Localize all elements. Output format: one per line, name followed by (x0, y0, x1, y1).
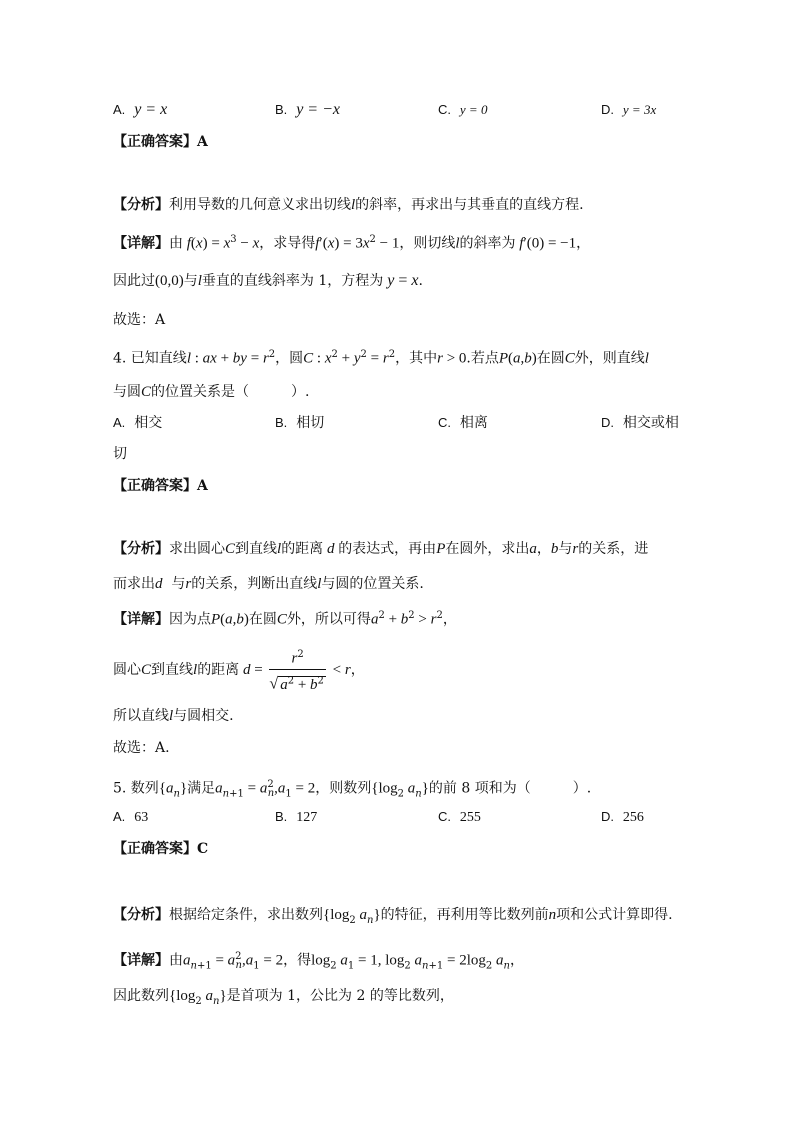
math: C (141, 384, 152, 400)
text: 项和公式计算即得. (556, 907, 673, 923)
q4-option-b (275, 412, 324, 434)
math: ) (531, 350, 537, 367)
text: ， (536, 541, 551, 557)
math: a (277, 780, 286, 797)
math: > (414, 611, 431, 628)
q3-option-b (275, 99, 340, 121)
math: 2 (349, 914, 356, 926)
math: 1 (253, 960, 260, 972)
math: n (235, 960, 242, 972)
denominator (269, 670, 326, 694)
text: 到直线 (235, 541, 278, 557)
text: 的斜率为 (459, 235, 516, 252)
option-letter: B. (275, 415, 288, 430)
q5-detail (113, 947, 698, 976)
math: ) = (202, 235, 224, 252)
math: < (328, 662, 345, 678)
q4-option-wrap (113, 444, 698, 464)
math: 2 (397, 788, 405, 800)
math: 3 (230, 234, 237, 245)
math: y (383, 272, 395, 289)
math: − 1 (375, 235, 400, 252)
math: √ (269, 675, 279, 693)
math: n+1 (422, 960, 444, 972)
q4-detail (113, 606, 698, 630)
math: 2 (331, 349, 338, 360)
q5-analysis (113, 905, 698, 931)
q4-detail-line3 (113, 706, 698, 726)
math: P (498, 350, 509, 367)
math: : (313, 350, 325, 367)
option-letter: C. (438, 415, 451, 430)
text: 垂直的直线斜率为 1，方程为 (201, 273, 384, 289)
text: 所以直线 (113, 708, 169, 724)
q4-stem-line2 (113, 382, 698, 402)
math: a (215, 780, 223, 797)
math: {log (371, 780, 398, 797)
text: 的关系，进 (578, 541, 649, 557)
text: 故选：A. (113, 740, 170, 756)
math: a (513, 350, 521, 367)
math: = 2 (291, 780, 316, 797)
q5-option-b (275, 806, 317, 829)
math: C (564, 350, 575, 367)
math: a (355, 907, 367, 923)
math: = (246, 350, 263, 367)
text: 是首项为 1，公比为 2 的等比数列， (226, 988, 454, 1004)
math: = 2log (443, 952, 486, 969)
math: + (337, 350, 354, 367)
math: 2 (436, 610, 443, 621)
math: 2 (235, 951, 242, 962)
math: 2 (378, 610, 385, 621)
text: ，其中 (395, 350, 438, 367)
text: 切 (113, 446, 127, 462)
math: log (311, 952, 331, 969)
math: ax (202, 350, 217, 367)
text: 由 (169, 952, 183, 969)
math: } (179, 780, 188, 797)
math: l (317, 576, 322, 592)
text: 的位置关系是（ ）. (151, 384, 310, 400)
text: 在圆 (536, 350, 565, 367)
math: , (242, 952, 246, 969)
math: { (158, 780, 167, 797)
q5-options (113, 806, 698, 828)
text: 的关系，判断出直线 (191, 576, 318, 592)
q3-detail (113, 230, 698, 254)
math: = (211, 952, 228, 969)
math: ( (508, 350, 514, 367)
math: C (141, 662, 152, 678)
math: n+1 (190, 960, 212, 972)
q3-options (113, 99, 698, 121)
math: 2 (369, 234, 376, 245)
text: ， (442, 611, 457, 628)
option-value: 63 (134, 810, 149, 825)
radicand (278, 676, 326, 693)
math: r (437, 350, 443, 367)
math: r (430, 611, 437, 628)
option-value: 相交或相 (622, 415, 679, 431)
math: l (169, 708, 174, 724)
text: 外，所以可得 (286, 611, 371, 628)
math: r (291, 651, 298, 667)
q4-analysis (113, 539, 698, 559)
text: ， (350, 662, 365, 678)
math: a (370, 611, 379, 628)
math: f (315, 235, 320, 252)
math: = 1, log (354, 952, 405, 969)
math: r (382, 350, 389, 367)
math: 2 (267, 779, 274, 790)
math: n (173, 788, 180, 800)
detail-tag: 【详解】 (113, 952, 169, 969)
text: 到直线 (151, 662, 194, 678)
distance-fraction (269, 646, 326, 693)
math: {log (169, 988, 196, 1004)
text: 5. 数列 (113, 780, 159, 797)
math: , (520, 350, 525, 367)
text: ，则切线 (399, 235, 456, 252)
math: C (303, 350, 314, 367)
q4-option-a (113, 412, 162, 434)
math: f (515, 235, 524, 252)
math: x (252, 235, 260, 252)
option-value: 相交 (134, 415, 163, 431)
option-letter: D. (601, 809, 614, 824)
q3-analysis (113, 195, 698, 215)
math: (0,0) (155, 273, 184, 289)
option-value: 255 (459, 810, 481, 825)
math: = (394, 272, 412, 289)
math: 2 (388, 349, 396, 360)
text: ， (576, 235, 591, 252)
math: , (232, 611, 237, 628)
math: x (195, 235, 203, 252)
math: 2 (360, 349, 367, 360)
math: ( (220, 611, 226, 628)
numerator (269, 646, 326, 670)
math: a (166, 780, 174, 797)
text: 与圆 (113, 384, 141, 400)
math: 2 (297, 649, 304, 661)
math: ) = 3 (334, 235, 363, 252)
analysis-tag: 【分析】 (113, 197, 169, 213)
math: r (572, 541, 579, 557)
analysis-tag: 【分析】 (113, 907, 169, 923)
math: 2 (317, 675, 324, 686)
math: a (183, 952, 191, 969)
detail-tag: 【详解】 (113, 611, 169, 628)
q4-options (113, 412, 698, 434)
math: n (548, 907, 557, 923)
math: x (223, 235, 231, 252)
math: a (410, 952, 423, 969)
q5-option-a (113, 806, 148, 829)
math: , (274, 780, 278, 797)
text: ，圆 (275, 350, 304, 367)
detail-tag: 【详解】 (113, 235, 169, 252)
text: 在圆 (248, 611, 277, 628)
math: b (236, 611, 244, 628)
q5-option-c (438, 806, 481, 829)
text: 因为点 (169, 611, 211, 628)
option-letter: A. (113, 415, 126, 430)
text: 的距离 (197, 662, 240, 678)
math: n+1 (222, 788, 244, 800)
math: : (190, 350, 203, 367)
option-value: 256 (622, 810, 644, 825)
q4-option-d (601, 412, 679, 434)
text: 的斜率，再求出与其垂直的直线方程. (355, 197, 584, 213)
q4-stem (113, 345, 698, 369)
math: a (201, 988, 213, 1004)
text: 由 (169, 235, 183, 252)
text: 圆心 (113, 662, 141, 678)
math: ′( (319, 235, 328, 252)
text: ，得 (283, 952, 312, 969)
math: P (436, 541, 446, 557)
math: a (280, 676, 288, 693)
math: 2 (408, 610, 415, 621)
option-value: y = x (134, 101, 168, 118)
answer-text: 【正确答案】C (113, 841, 209, 857)
math: = (366, 350, 383, 367)
analysis-tag: 【分析】 (113, 541, 169, 557)
math: r (262, 350, 269, 367)
option-letter: B. (275, 809, 288, 824)
math: + (384, 611, 401, 628)
math: b (310, 676, 318, 693)
text: . (418, 273, 423, 289)
q3-option-a (113, 99, 167, 121)
text: 因此过 (113, 273, 155, 289)
math: C (225, 541, 236, 557)
text: 故选：A (113, 312, 166, 328)
q4-choose (113, 738, 698, 758)
text: 的前 8 项和为（ ）. (428, 780, 592, 797)
text: 满足 (187, 780, 216, 797)
q3-choose (113, 310, 698, 330)
text: 根据给定条件，求出数列 (169, 907, 323, 923)
option-letter: D. (601, 415, 614, 430)
text: ， (509, 952, 524, 969)
q5-detail-line2 (113, 986, 698, 1012)
math: ′(0) = −1 (523, 235, 577, 252)
option-letter: C. (438, 102, 451, 117)
text: ，则数列 (315, 780, 372, 797)
math: 2 (485, 960, 493, 972)
q4-answer (113, 476, 698, 496)
option-value: 127 (296, 810, 318, 825)
math: l (277, 541, 282, 557)
math: x (362, 235, 370, 252)
option-letter: B. (275, 102, 288, 117)
text: 的特征，再利用等比数列前 (380, 907, 549, 923)
math: d (155, 576, 163, 592)
math: y (353, 350, 361, 367)
math: l (193, 662, 198, 678)
math: l (186, 350, 191, 367)
math: b (524, 350, 532, 367)
math: ) (243, 611, 249, 628)
math: 2 (330, 960, 337, 972)
math: = 2 (259, 952, 284, 969)
math: b (550, 541, 559, 557)
option-letter: A. (113, 102, 126, 117)
q3-option-c (438, 99, 487, 121)
math: r (185, 576, 192, 592)
math: a (227, 952, 236, 969)
text: 与 (183, 273, 198, 289)
math: } (373, 907, 381, 923)
math: d (323, 541, 339, 557)
math: > 0 (442, 350, 467, 367)
answer-text: 【正确答案】A (113, 134, 208, 150)
math: 2 (287, 675, 295, 686)
math: a (529, 541, 537, 557)
q3-answer (113, 132, 698, 152)
math: a (404, 780, 416, 797)
text: 4. 已知直线 (113, 350, 187, 367)
math: x (411, 272, 419, 289)
math: by (232, 350, 247, 367)
math: x (327, 235, 335, 252)
text: 求出圆心 (169, 541, 225, 557)
text: 与 (171, 576, 186, 592)
option-value: y = 3x (622, 102, 657, 117)
math: 2 (268, 349, 276, 360)
text: 的距离 (281, 541, 324, 557)
text: 在圆外，求出 (445, 541, 530, 557)
math: + (216, 350, 233, 367)
option-letter: C. (438, 809, 451, 824)
math: 1 (347, 960, 355, 972)
q5-stem (113, 775, 698, 804)
math: l (197, 273, 202, 289)
math: n (267, 788, 275, 800)
option-value: y = 0 (459, 102, 488, 117)
text: .若点 (466, 350, 499, 367)
option-value: y = −x (296, 101, 340, 118)
text: 外，则直线 (574, 350, 645, 367)
math: 2 (195, 995, 202, 1007)
math: a (259, 780, 268, 797)
math: 2 (404, 960, 411, 972)
option-value: 相离 (459, 415, 488, 431)
text: 利用导数的几何意义求出切线 (169, 197, 351, 213)
text: 与圆相交. (173, 708, 234, 724)
math: a (492, 952, 504, 969)
math: n (367, 914, 374, 926)
text: 而求出 (113, 576, 155, 592)
math: a (336, 952, 348, 969)
math: l (351, 197, 356, 213)
math: } (421, 780, 429, 797)
math: P (211, 611, 221, 628)
math: l (644, 350, 649, 367)
option-value: 相切 (296, 415, 325, 431)
text: 与圆的位置关系. (321, 576, 424, 592)
math: 1 (285, 788, 292, 800)
math: b (400, 611, 409, 628)
math: = (243, 780, 260, 797)
q4-analysis-line2 (113, 574, 698, 594)
option-letter: D. (601, 102, 614, 117)
q4-detail-line2 (113, 645, 698, 695)
q3-option-d (601, 99, 656, 121)
text: 的表达式，再由 (338, 541, 437, 557)
math: } (219, 988, 227, 1004)
math: n (415, 788, 422, 800)
math: + (294, 676, 311, 693)
math: l (455, 235, 460, 252)
math: x (324, 350, 332, 367)
q4-option-c (438, 412, 488, 434)
option-letter: A. (113, 809, 126, 824)
q5-answer (113, 839, 698, 859)
text: ，求导得 (259, 235, 316, 252)
math: d (239, 662, 251, 678)
math: a (225, 611, 233, 628)
math: n (213, 995, 220, 1007)
answer-text: 【正确答案】A (113, 478, 208, 494)
math: a (245, 952, 254, 969)
math: ( (190, 235, 196, 252)
math: = (250, 662, 267, 678)
math: {log (323, 907, 350, 923)
q5-option-d (601, 806, 644, 829)
math: r (344, 662, 351, 678)
math: − (236, 235, 253, 252)
q3-detail-line2 (113, 271, 698, 291)
text: 与 (558, 541, 573, 557)
text: 因此数列 (113, 988, 169, 1004)
math: f (183, 235, 191, 252)
math: n (503, 960, 510, 972)
math: C (276, 611, 287, 628)
